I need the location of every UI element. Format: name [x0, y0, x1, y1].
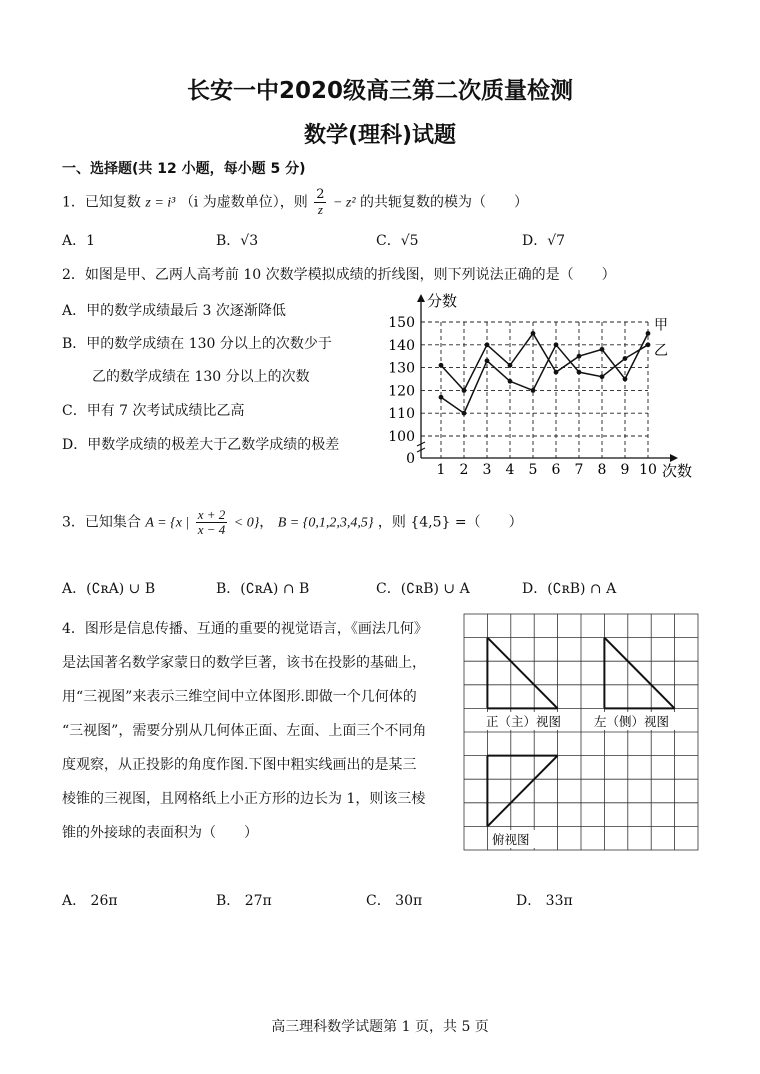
series-2-point: [623, 356, 628, 361]
q4-option-a: A． 26π: [62, 893, 118, 909]
q2-option-d: D．甲数学成绩的极差大于乙数学成绩的极差: [62, 437, 340, 453]
page-footer: 高三理科数学试题第 1 页，共 5 页: [271, 1019, 489, 1035]
page-subtitle: 数学(理科)试题: [303, 123, 457, 148]
q1-option-c: C．√5: [376, 233, 419, 249]
q3-option-c: C．(∁ʀB) ∪ A: [376, 581, 470, 597]
q3-frac-num: x + 2: [197, 507, 226, 522]
y-tick-label: 110: [388, 406, 415, 423]
q1-option-d: D．√7: [522, 233, 566, 249]
y-axis-label: 分数: [427, 292, 458, 310]
q2-option-b-cont: 乙的数学成绩在 130 分以上的次数: [92, 369, 310, 385]
question-2-stem: 2．如图是甲、乙两人高考前 10 次数学模拟成绩的折线图，则下列说法正确的是（ ）: [62, 267, 616, 283]
series-2-point: [439, 395, 444, 400]
q4-line-7: 锥的外接球的表面积为（ ）: [62, 825, 258, 841]
x-tick-label: 2: [459, 462, 469, 478]
top-view-shape: [487, 756, 557, 827]
q3-option-b: B．(∁ʀA) ∩ B: [216, 581, 310, 597]
x-axis-label: 次数: [662, 462, 693, 480]
series-2-point: [508, 379, 513, 384]
series-2-point: [646, 342, 651, 347]
q3-option-a: A．(∁ʀA) ∪ B: [62, 581, 156, 597]
q1-minus: − z²: [332, 195, 356, 211]
q4-line-1: 4．图形是信息传播、互通的重要的视觉语言，《画法几何》: [62, 621, 428, 637]
q3-frac-den: x − 4: [197, 522, 226, 537]
q1-z-expr: z = i³: [145, 195, 176, 211]
question-3-stem: 3．已知集合 A = {x | $\frac{x + 2}{x - 4}$ < 0}， B = {0,1,2,3,4,5} ，则 {4,5} =（ ）: [62, 507, 523, 537]
q3-prefix: 3．已知集合: [62, 514, 141, 531]
q4-line-2: 是法国著名数学家蒙日的数学巨著，该书在投影的基础上，: [62, 655, 426, 671]
q3-set-a-rhs: < 0}: [233, 515, 260, 531]
x-tick-label: 8: [597, 462, 607, 478]
q2-option-a: A．甲的数学成绩最后 3 次逐渐降低: [62, 303, 286, 319]
series-2-point: [462, 411, 467, 416]
x-tick-label: 1: [436, 462, 446, 478]
series-2-point: [485, 358, 490, 363]
q2-line-chart: [385, 292, 705, 492]
q1-fraction: [314, 188, 326, 217]
q4-line-3: 用“三视图”来表示三维空间中立体图形.即做一个几何体的: [62, 689, 417, 705]
y-axis-arrow: [417, 294, 425, 302]
q1-note: （i 为虚数单位），则: [179, 194, 308, 211]
series-label-2: 乙: [654, 342, 668, 359]
q3-fraction: [196, 508, 228, 537]
q1-frac-den: z: [317, 202, 323, 217]
y-tick-label: 150: [388, 315, 415, 331]
series-1-point: [531, 331, 536, 336]
section-heading: 一、选择题(共 12 小题，每小题 5 分): [62, 161, 306, 177]
series-1-point: [508, 363, 513, 368]
q3-option-d: D．(∁ʀB) ∩ A: [522, 581, 617, 597]
series-label-1: 甲: [654, 317, 668, 334]
q4-option-c: C． 30π: [366, 893, 423, 909]
series-1-point: [577, 354, 582, 359]
q4-option-d: D． 33π: [516, 893, 573, 909]
q3-set-a-lhs: A = {x |: [145, 515, 190, 531]
series-1-point: [623, 377, 628, 382]
front-view-shape: [487, 638, 557, 709]
series-2-point: [554, 342, 559, 347]
x-axis-arrow: [670, 454, 678, 462]
x-tick-label: 10: [639, 462, 657, 478]
q4-line-5: 度观察，从正投影的角度作图.下图中粗实线画出的是某三: [62, 757, 417, 773]
top-view-label: 俯视图: [492, 832, 530, 847]
series-1-point: [462, 388, 467, 393]
q4-line-6: 棱锥的三视图，且网格纸上小正方形的边长为 1，则该三棱: [62, 791, 426, 807]
y-tick-label: 0: [406, 451, 415, 467]
series-line-2: [441, 345, 648, 413]
q4-three-view-figure: [462, 612, 702, 854]
x-tick-label: 4: [505, 462, 515, 478]
q2-option-c: C．甲有 7 次考试成绩比乙高: [62, 403, 245, 419]
front-view-label: 正（主）视图: [486, 714, 562, 729]
series-2-point: [577, 370, 582, 375]
x-tick-label: 3: [482, 462, 492, 478]
series-2-point: [531, 388, 536, 393]
q4-option-b: B． 27π: [216, 893, 272, 909]
y-tick-label: 100: [388, 429, 415, 445]
x-tick-label: 9: [620, 462, 630, 478]
series-1-point: [646, 331, 651, 336]
q4-line-4: “三视图”，需要分别从几何体正面、左面、上面三个不同角: [62, 723, 427, 739]
side-view-shape: [604, 638, 674, 709]
q1-frac-num: 2: [316, 187, 325, 202]
q1-option-b: B．√3: [216, 233, 259, 249]
x-tick-label: 7: [574, 462, 584, 478]
q1-option-a: A．1: [62, 233, 96, 249]
series-1-point: [485, 342, 490, 347]
q3-tail: ，则 {4,5} =（ ）: [377, 514, 523, 531]
question-1-stem: [62, 188, 528, 217]
y-tick-label: 130: [388, 360, 415, 377]
series-1-point: [554, 370, 559, 375]
x-tick-label: 6: [551, 462, 561, 478]
q1-prefix: 1．已知复数: [62, 194, 141, 211]
q2-option-b: B．甲的数学成绩在 130 分以上的次数少于: [62, 336, 332, 352]
x-tick-label: 5: [528, 462, 538, 478]
q3-set-b: B = {0,1,2,3,4,5}: [277, 515, 374, 531]
side-view-label: 左（侧）视图: [594, 714, 670, 729]
y-tick-label: 120: [388, 383, 415, 400]
y-tick-label: 140: [388, 337, 415, 354]
q1-suffix: 的共轭复数的模为（ ）: [359, 194, 528, 211]
series-2-point: [600, 374, 605, 379]
series-1-point: [600, 347, 605, 352]
page-title: 长安一中2020级高三第二次质量检测: [186, 78, 573, 104]
series-1-point: [439, 363, 444, 368]
series-line-1: [441, 333, 648, 390]
